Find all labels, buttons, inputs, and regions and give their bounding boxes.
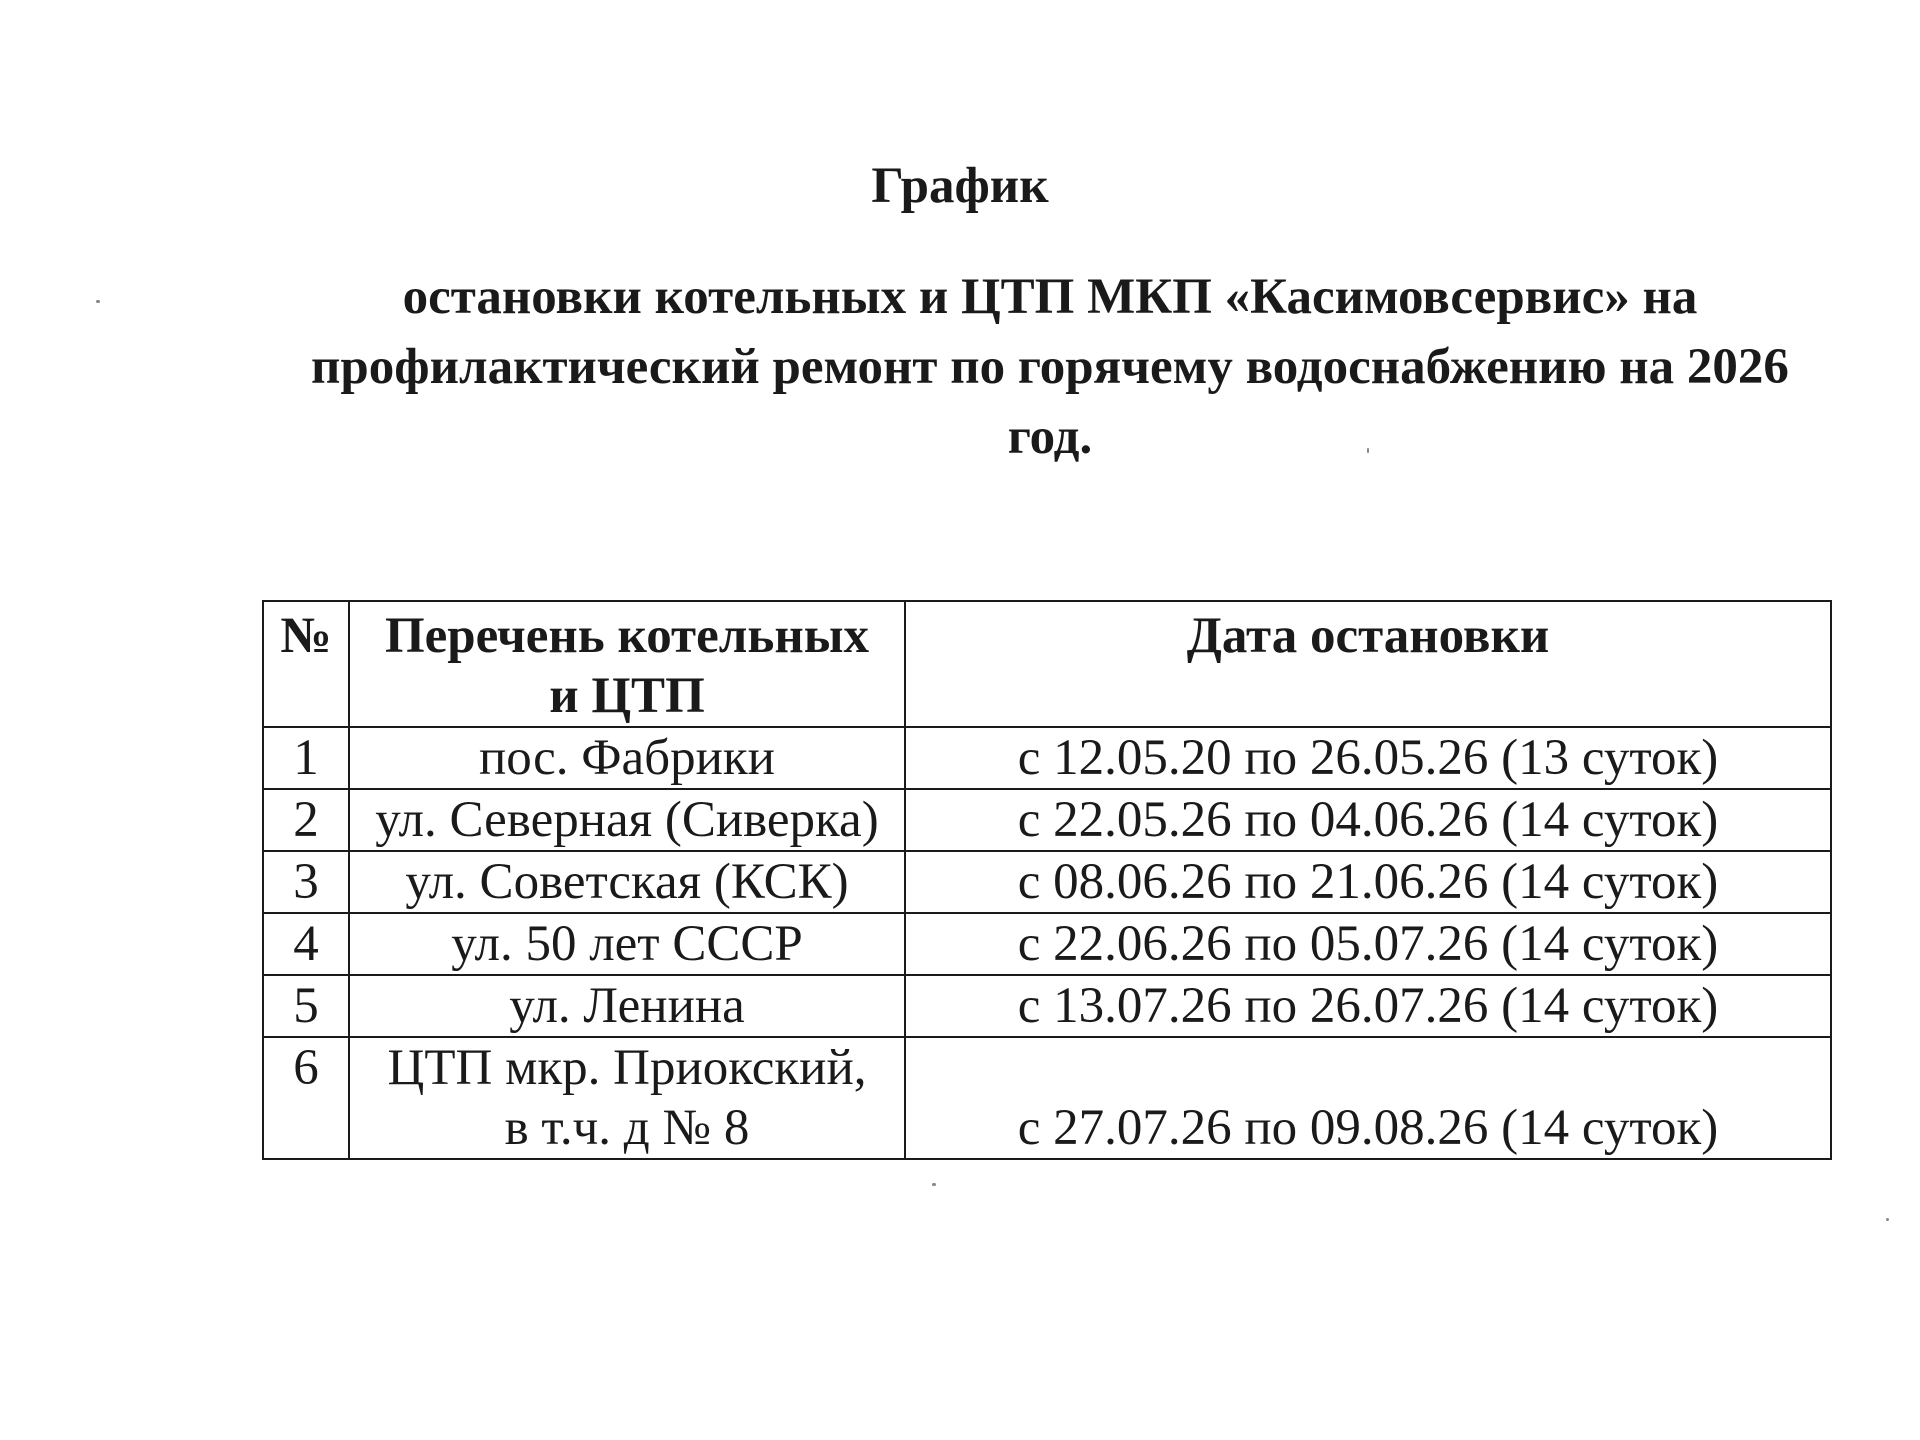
row-date: с 08.06.26 по 21.06.26 (14 суток) <box>905 851 1831 913</box>
subtitle-line: остановки котельных и ЦТП МКП «Касимовсервис» на <box>402 269 1698 325</box>
table-row <box>263 727 1831 789</box>
document-subtitle <box>250 262 1850 472</box>
table-row <box>263 789 1831 851</box>
row-number: 3 <box>263 851 349 913</box>
table-header-row <box>263 601 1831 727</box>
scan-speck <box>932 1183 936 1186</box>
table-row <box>263 913 1831 975</box>
header-number: № <box>263 601 349 727</box>
row-date: с 22.06.26 по 05.07.26 (14 суток) <box>905 913 1831 975</box>
row-name: пос. Фабрики <box>349 727 905 789</box>
subtitle-line: профилактический ремонт по горячему водоснабжению на 2026 <box>311 339 1789 395</box>
row-name: ул. Ленина <box>349 975 905 1037</box>
row-date: с 12.05.20 по 26.05.26 (13 суток) <box>905 727 1831 789</box>
header-list-line: Перечень котельных <box>384 608 870 664</box>
row-number: 2 <box>263 789 349 851</box>
row-name: ул. Северная (Сиверка) <box>349 789 905 851</box>
row-name: ул. 50 лет СССР <box>349 913 905 975</box>
document-title: График <box>871 158 1049 214</box>
header-list-line: и ЦТП <box>549 668 705 724</box>
subtitle-line: год. <box>1007 409 1093 465</box>
row-date: с 13.07.26 по 26.07.26 (14 суток) <box>905 975 1831 1037</box>
row-number: 1 <box>263 727 349 789</box>
row-name-line: ЦТП мкр. Приокский, <box>387 1040 867 1096</box>
row-number: 6 <box>263 1037 349 1159</box>
table-row <box>263 1037 1831 1159</box>
scan-speck <box>1367 448 1369 453</box>
table-row <box>263 975 1831 1037</box>
schedule-table <box>262 600 1832 1160</box>
scan-speck <box>96 300 100 303</box>
row-name <box>349 1037 905 1159</box>
row-name: ул. Советская (КСК) <box>349 851 905 913</box>
row-date: с 27.07.26 по 09.08.26 (14 суток) <box>905 1037 1831 1159</box>
row-number: 4 <box>263 913 349 975</box>
table-row <box>263 851 1831 913</box>
header-list <box>349 601 905 727</box>
row-number: 5 <box>263 975 349 1037</box>
row-date: с 22.05.26 по 04.06.26 (14 суток) <box>905 789 1831 851</box>
scan-speck <box>1886 1218 1889 1221</box>
header-date: Дата остановки <box>905 601 1831 727</box>
row-name-line: в т.ч. д № 8 <box>504 1100 750 1156</box>
